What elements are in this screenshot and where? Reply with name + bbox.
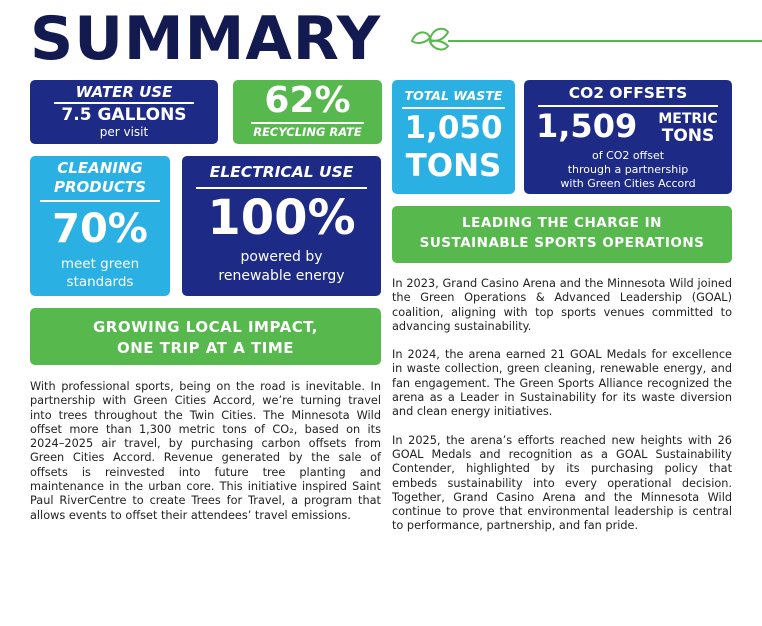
water-use-value: 7.5 GALLONS xyxy=(61,105,187,125)
divider xyxy=(40,200,160,202)
leaf-icon xyxy=(408,24,762,54)
divider xyxy=(54,102,194,104)
divider xyxy=(196,187,367,189)
total-waste-card xyxy=(392,80,515,194)
water-use-sub: per visit xyxy=(99,125,149,139)
leading-banner xyxy=(392,206,732,263)
water-use-label: WATER USE xyxy=(75,83,173,101)
water-use-card xyxy=(30,80,218,144)
co2-sub-1: of CO2 offset xyxy=(591,149,665,162)
leading-paragraph-3: In 2025, the arena’s efforts reached new heights with 26 GOAL Medals and recognition as a GOAL Sustainability Contender, highlighted by its purchasing policy that embeds sustainability into every operational decision. Together, Grand Casino Arena and the Minnesota Wild continue to prove that environmental leadership is central to performance, partnership, and fan pride. xyxy=(392,433,732,533)
local-heading-1: GROWING LOCAL IMPACT, xyxy=(92,318,319,336)
cleaning-sub-1: meet green xyxy=(60,256,140,272)
electrical-use-value: 100% xyxy=(207,190,356,246)
cleaning-label-1: CLEANING xyxy=(57,159,143,177)
divider xyxy=(251,122,364,124)
local-heading-2: ONE TRIP AT A TIME xyxy=(116,339,295,357)
cleaning-products-card xyxy=(30,156,170,296)
co2-offsets-value: 1,509 xyxy=(536,107,638,145)
electrical-sub-2: renewable energy xyxy=(218,268,345,284)
local-paragraph: With professional sports, being on the road is inevitable. In partnership with Green Cities Accord, we’re turning travel into trees throughout the Twin Cities. The Minnesota Wild offset more than 1,300 metric tons of CO₂, based on its 2024–2025 air travel, by purchasing carbon offsets from Green Cities Accord. Revenue generated by the sale of offsets is reinvested into future tree planting and maintenance in the urban core. This initiative inspired Saint Paul RiverCentre to create Trees for Travel, a program that allows events to offset their attendees’ travel emissions. xyxy=(30,380,381,522)
co2-unit-metric: METRIC xyxy=(658,111,718,127)
leading-paragraph-1: In 2023, Grand Casino Arena and the Minnesota Wild joined the Green Operations & Advanced Leadership (GOAL) coalition, aligning with top sports venues committed to advancing sustainability. xyxy=(392,277,732,333)
co2-unit-tons: TONS xyxy=(661,126,715,146)
cleaning-value: 70% xyxy=(52,206,148,252)
electrical-use-card xyxy=(182,156,381,296)
co2-offsets-card xyxy=(524,80,732,194)
electrical-use-label: ELECTRICAL USE xyxy=(209,163,354,181)
co2-offsets-label: CO2 OFFSETS xyxy=(568,84,688,102)
leading-body xyxy=(392,277,732,534)
local-body xyxy=(30,380,381,523)
leading-heading-2: SUSTAINABLE SPORTS OPERATIONS xyxy=(419,235,705,251)
co2-sub-3: with Green Cities Accord xyxy=(560,177,696,190)
total-waste-unit: TONS xyxy=(405,148,502,184)
recycling-card xyxy=(233,80,382,144)
total-waste-label: TOTAL WASTE xyxy=(404,88,503,103)
recycling-label: RECYCLING RATE xyxy=(253,125,362,139)
total-waste-value: 1,050 xyxy=(404,110,503,146)
co2-sub-2: through a partnership xyxy=(567,163,689,176)
electrical-sub-1: powered by xyxy=(240,249,323,265)
leading-paragraph-2: In 2024, the arena earned 21 GOAL Medals for excellence in waste collection, green cleaning, renewable energy, and fan engagement. The Green Sports Alliance recognized the arena as a Leader in Sustainability for its waste diversion and clean energy initiatives. xyxy=(392,348,732,419)
recycling-value: 62% xyxy=(264,80,351,121)
leading-heading-1: LEADING THE CHARGE IN xyxy=(462,215,662,231)
cleaning-label-2: PRODUCTS xyxy=(54,178,146,196)
page-title: SUMMARY xyxy=(30,4,382,74)
cleaning-sub-2: standards xyxy=(66,274,134,290)
local-impact-banner xyxy=(30,308,381,365)
